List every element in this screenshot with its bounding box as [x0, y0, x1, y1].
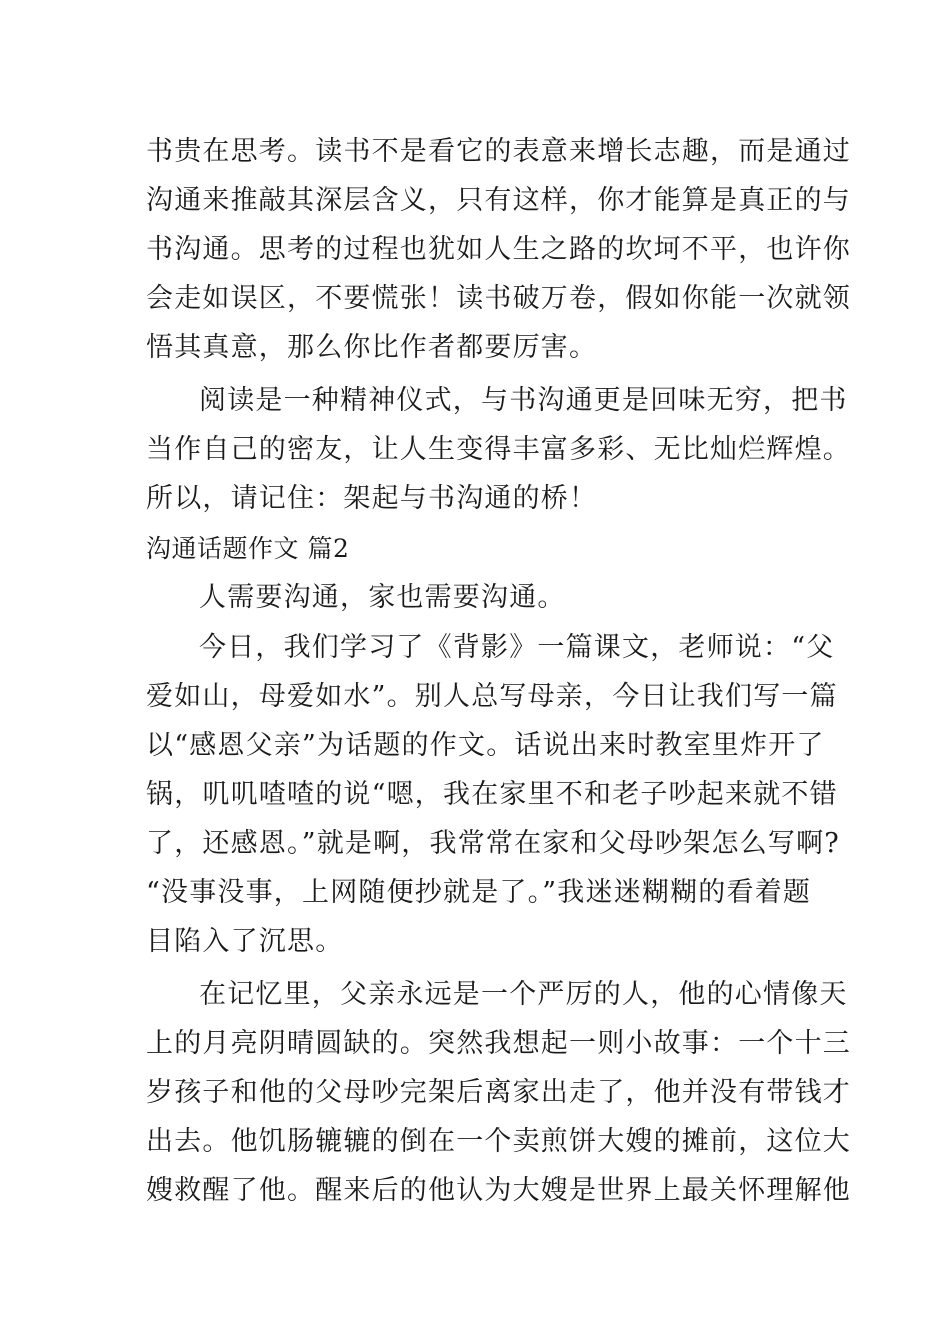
paragraph-line: “没事没事，上网随便抄就是了。”我迷迷糊糊的看着题 — [146, 877, 812, 908]
paragraph-line: 当作自己的密友，让人生变得丰富多彩、无比灿烂辉煌。 — [146, 434, 851, 465]
paragraph-line: 爱如山，母爱如水”。别人总写母亲，今日让我们写一篇 — [146, 681, 838, 712]
paragraph-line: 在记忆里，父亲永远是一个严厉的人，他的心情像天 — [199, 979, 848, 1010]
paragraph-line: 以“感恩父亲”为话题的作文。话说出来时教室里炸开了 — [146, 730, 825, 761]
paragraph-line: 目陷入了沉思。 — [146, 926, 344, 957]
paragraph-line: 出去。他饥肠辘辘的倒在一个卖煎饼大嫂的摊前，这位大 — [146, 1126, 851, 1157]
paragraph-line: 书沟通。思考的过程也犹如人生之路的坎坷不平，也许你 — [146, 234, 851, 265]
paragraph-line: 阅读是一种精神仪式，与书沟通更是回味无穷，把书 — [199, 385, 848, 416]
paragraph-line: 书贵在思考。读书不是看它的表意来增长志趣，而是通过 — [146, 136, 851, 167]
paragraph-line: 上的月亮阴晴圆缺的。突然我想起一则小故事：一个十三 — [146, 1028, 851, 1059]
paragraph-line: 会走如误区，不要慌张！读书破万卷，假如你能一次就领 — [146, 283, 851, 314]
paragraph-line: 悟其真意，那么你比作者都要厉害。 — [146, 332, 598, 363]
paragraph-line: 沟通来推敲其深层含义，只有这样，你才能算是真正的与 — [146, 185, 851, 216]
section-heading: 沟通话题作文 篇2 — [146, 534, 350, 563]
paragraph-line: 了，还感恩。”就是啊，我常常在家和父母吵架怎么写啊? — [146, 828, 840, 859]
paragraph-line: 锅，叽叽喳喳的说“嗯，我在家里不和老子吵起来就不错 — [146, 779, 838, 810]
paragraph-line: 所以，请记住：架起与书沟通的桥！ — [146, 483, 598, 514]
paragraph-line: 嫂救醒了他。醒来后的他认为大嫂是世界上最关怀理解他 — [146, 1175, 851, 1206]
paragraph-line: 岁孩子和他的父母吵完架后离家出走了，他并没有带钱才 — [146, 1077, 851, 1108]
paragraph-line: 今日，我们学习了《背影》一篇课文，老师说：“父 — [199, 632, 835, 663]
paragraph-line: 人需要沟通，家也需要沟通。 — [199, 582, 566, 613]
